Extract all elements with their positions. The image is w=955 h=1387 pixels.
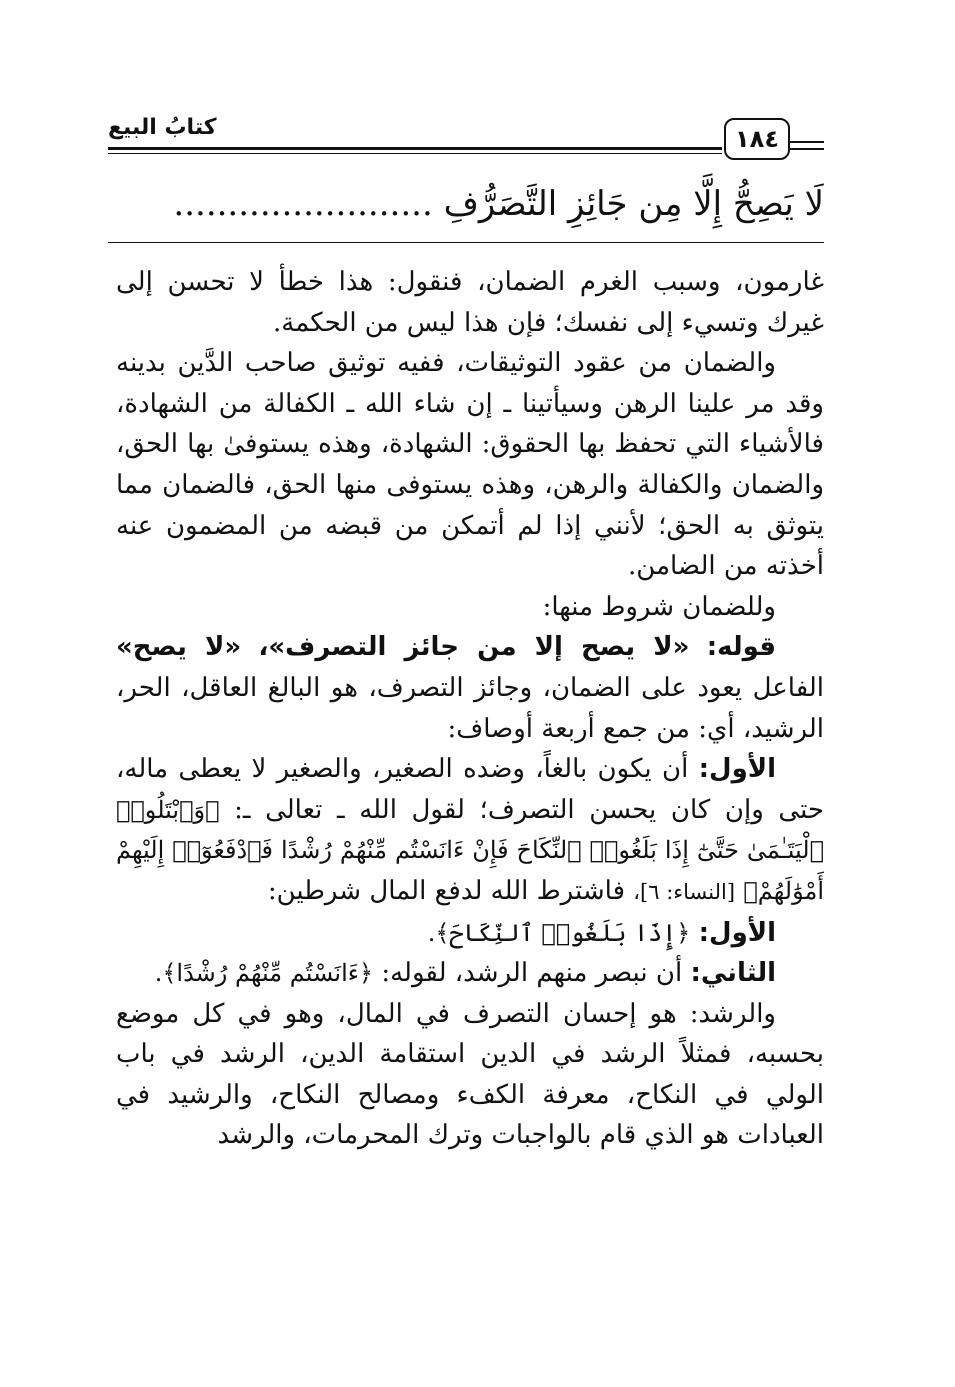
title-rule: [108, 242, 824, 243]
paragraph-7-text: أن نبصر منهم الرشد، لقوله:: [381, 958, 683, 989]
running-header-book-title: كتابُ البيع: [108, 115, 217, 140]
section-title: لَا يَصِحُّ إِلَّا مِن جَائِزِ التَّصَرُّفِ ........................: [173, 184, 824, 224]
paragraph-5-tail: فاشترط الله لدفع المال شرطين:: [267, 875, 625, 906]
verse-reference: [النساء: ٦]،: [633, 879, 736, 904]
paragraph-5: [116, 749, 824, 912]
page-number: ١٨٤: [724, 118, 790, 160]
body-text: [116, 262, 824, 1156]
label-first: الأول:: [698, 754, 777, 785]
paragraph-3: وللضمان شروط منها:: [542, 591, 776, 622]
header-rule: [108, 147, 722, 150]
quoted-matn: «لا يصح إلا من جائز التصرف»،: [258, 632, 690, 663]
label-second-condition: الثاني:: [690, 958, 776, 989]
paragraph-2: والضمان من عقود التوثيقات، ففيه توثيق صاحب الدَّين بدينه وقد مر علينا الرهن وسيأتينا ـ إن شاء الله ـ الكفالة من الشهادة، فالأشياء التي تحفظ بها الحقوق: الشهادة، وهذه يستوفىٰ بها الحق، والضمان والكفالة والرهن، وهذه يستوفى منها الحق، فالضمان مما يتوثق به الحق؛ لأنني إذا لم أتمكن من قبضه من المضمون عنه أخذته من الضامن.: [116, 348, 824, 582]
header-rule-right-lower: [790, 148, 824, 150]
label-qawluhu: قوله:: [706, 632, 776, 663]
header-rule-right: [790, 141, 824, 143]
paragraph-1: غارمون، وسبب الغرم الضمان، فنقول: هذا خطأ لا تحسن إلى غيرك وتسيء إلى نفسك؛ فإن هذا ليس من الحكمة.: [116, 267, 824, 338]
paragraph-5-text: أن يكون بالغاً، وضده الصغير، والصغير لا يعطى ماله، حتى وإن كان يحسن التصرف؛ لقول الله ـ تعالى ـ:: [116, 754, 824, 825]
paragraph-4-text: الفاعل يعود على الضمان، وجائز التصرف، هو البالغ العاقل، الحر، الرشيد، أي: من جمع أربعة أوصاف:: [116, 672, 824, 744]
paragraph-8: والرشد: هو إحسان التصرف في المال، وهو في كل موضع بحسبه، فمثلاً الرشد في الدين استقامة الدين، الرشد في باب الولي في النكاح، معرفة الكفء ومصالح النكاح، والرشيد في العبادات هو الذي قام بالواجبات وترك المحرمات، والرشد: [116, 998, 824, 1151]
header-rule-thin: [108, 153, 722, 154]
quran-verse-condition-1: ﴿إِذَا بَلَغُوا۟ ٱلنِّكَاحَ﴾.: [427, 918, 691, 947]
paragraph-7: [116, 953, 824, 994]
label-first-condition: الأول:: [698, 917, 776, 948]
quran-verse-condition-2: ﴿ءَانَسْتُم مِّنْهُمْ رُشْدًا﴾.: [154, 959, 374, 988]
quoted-matn-2: «لا يصح»: [116, 632, 242, 663]
paragraph-6: [116, 913, 824, 954]
quran-verse: ﴿وَٱبْتَلُوا۟ ٱلْيَتَـٰمَىٰ حَتَّىٰٓ إِذَا بَلَغُوا۟ ٱلنِّكَاحَ فَإِنْ ءَانَسْتُم مِّنْهُمْ رُشْدًا فَٱدْفَعُوٓا۟ إِلَيْهِمْ أَمْوَٰلَهُمْ﴾: [116, 795, 824, 905]
paragraph-4: [116, 627, 824, 749]
